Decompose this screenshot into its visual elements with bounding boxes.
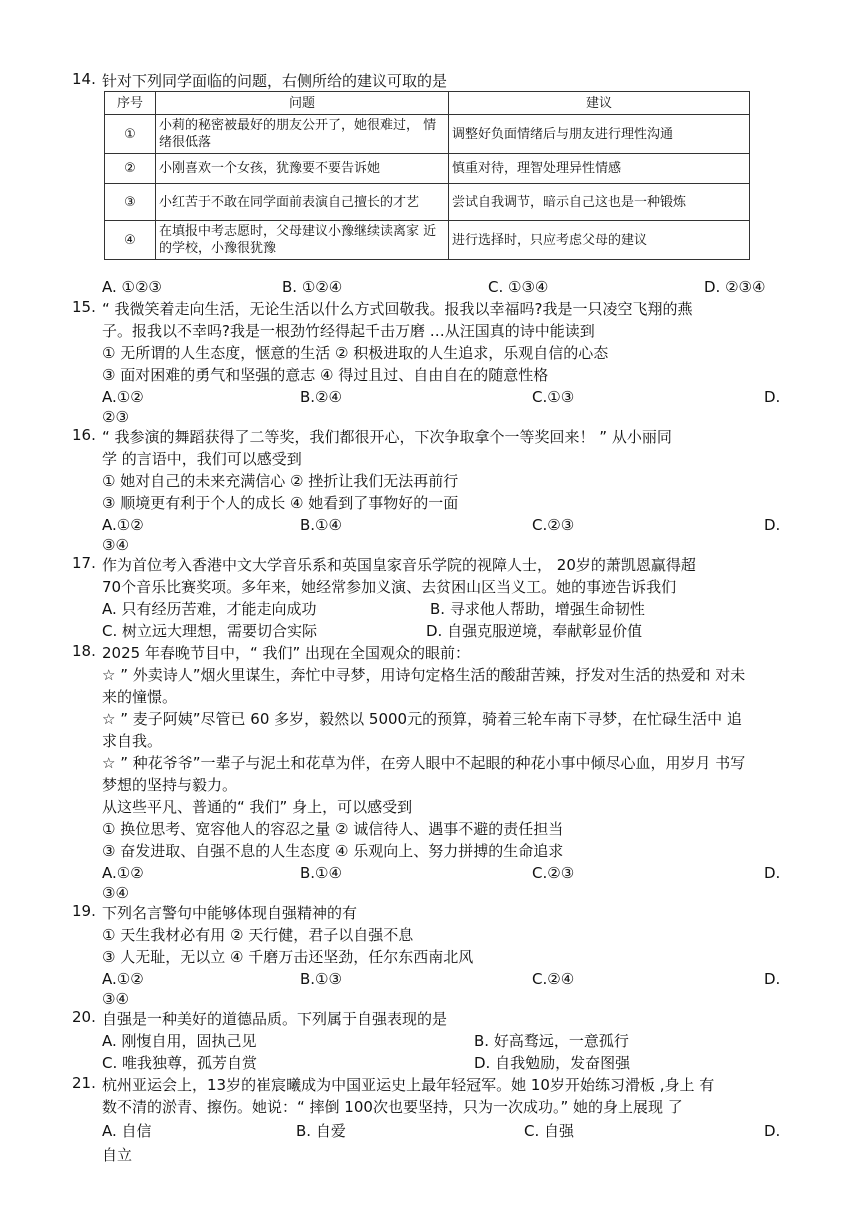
table-cell: 小红苦于不敢在同学面前表演自己擅长的才艺 [156,184,449,221]
question-line: ③ 面对困难的勇气和坚强的意志 ④ 得过且过、自由自在的随意性格 [102,366,549,384]
question-number: 21. [72,1074,96,1092]
table-header: 问题 [156,92,449,115]
option-d[interactable]: D. 自我勉励，发奋图强 [474,1054,631,1072]
table-cell: 慎重对待，理智处理异性情感 [449,154,750,184]
question-number: 18. [72,642,96,660]
option-b[interactable]: B.②④ [300,388,342,406]
table-cell: 小刚喜欢一个女孩，犹豫要不要告诉她 [156,154,449,184]
option-d-text: ③④ [102,884,129,902]
question-stem: 针对下列同学面临的问题，右侧所给的建议可取的是 [102,72,448,90]
option-a[interactable]: A. 自信 [102,1122,152,1140]
question-line: 数不清的淤青、擦伤。她说：“ 摔倒 100次也要坚持，只为一次成功。” 她的身上展现 了 [102,1098,683,1116]
question-number: 19. [72,902,96,920]
option-b[interactable]: B. ①②④ [282,278,343,296]
question-line: 2025 年春晚节目中，“ 我们” 出现在全国观众的眼前： [102,644,471,662]
question-line: ① 换位思考、宽容他人的容忍之量 ② 诚信待人、遇事不避的责任担当 [102,820,564,838]
option-d[interactable]: D. [764,970,781,988]
question-line: ☆ ” 麦子阿姨”尽管已 60 多岁，毅然以 5000元的预算，骑着三轮车南下寻梦，在忙碌生活中 追 [102,710,742,728]
option-a[interactable]: A.①② [102,864,144,882]
option-d-text: ③④ [102,990,129,1008]
table-row [105,154,750,184]
table-cell: ④ [105,221,156,260]
option-d-text: 自立 [102,1146,133,1164]
question-line: 子。报我以不幸吗?我是一根劲竹经得起千击万磨 …从汪国真的诗中能读到 [102,322,595,340]
question-line: 学 的言语中，我们可以感受到 [102,450,302,468]
question-line: 来的憧憬。 [102,688,178,706]
question-line: ☆ ” 种花爷爷”一辈子与泥土和花草为伴，在旁人眼中不起眼的种花小事中倾尽心血，用岁月 书写 [102,754,746,772]
question-line: “ 我参演的舞蹈获得了二等奖，我们都很开心，下次争取拿个一等奖回来！ ” 从小丽同 [102,428,672,446]
option-d[interactable]: D. [764,516,781,534]
question-line: 70个音乐比赛奖项。多年来，她经常参加义演、去贫困山区当义工。她的事迹告诉我们 [102,578,677,596]
question-line: “ 我微笑着走向生活，无论生活以什么方式回敬我。报我以幸福吗?我是一只凌空飞翔的燕 [102,300,693,318]
question-line: ① 无所谓的人生态度，惬意的生活 ② 积极进取的人生追求，乐观自信的心态 [102,344,609,362]
option-b[interactable]: B. 好高骛远，一意孤行 [474,1032,629,1050]
question-number: 20. [72,1008,96,1026]
table-cell: 调整好负面情绪后与朋友进行理性沟通 [449,115,750,154]
option-c[interactable]: C. ①③④ [488,278,549,296]
option-a[interactable]: A. ①②③ [102,278,162,296]
question-line: 梦想的坚持与毅力。 [102,776,238,794]
question-line: 从这些平凡、普通的“ 我们” 身上，可以感受到 [102,798,413,816]
table-cell: ③ [105,184,156,221]
option-c[interactable]: C. 树立远大理想，需要切合实际 [102,622,318,640]
question-line: ① 天生我材必有用 ② 天行健，君子以自强不息 [102,926,414,944]
question-number: 16. [72,426,96,444]
table-cell: 小莉的秘密被最好的朋友公开了，她很难过， 情绪很低落 [156,115,449,154]
table-cell: ① [105,115,156,154]
table-cell: 尝试自我调节，暗示自己这也是一种锻炼 [449,184,750,221]
question-line: 下列名言警句中能够体现自强精神的有 [102,904,358,922]
table-cell: 在填报中考志愿时，父母建议小豫继续读离家 近的学校，小豫很犹豫 [156,221,449,260]
option-b[interactable]: B. 自爱 [296,1122,346,1140]
option-d[interactable]: D. [764,388,781,406]
advice-table [104,91,750,260]
option-d[interactable]: D. [764,1122,781,1140]
question-line: ① 她对自己的未来充满信心 ② 挫折让我们无法再前行 [102,472,459,490]
option-d-text: ②③ [102,408,129,426]
table-cell: ② [105,154,156,184]
question-line: 自强是一种美好的道德品质。下列属于自强表现的是 [102,1010,448,1028]
question-line: ③ 奋发进取、自强不息的人生态度 ④ 乐观向上、努力拼搏的生命追求 [102,842,564,860]
question-number: 17. [72,554,96,572]
option-c[interactable]: C. 唯我独尊，孤芳自赏 [102,1054,258,1072]
question-line: ③ 人无耻，无以立 ④ 千磨万击还坚劲，任尔东西南北风 [102,948,474,966]
table-row [105,221,750,260]
table-row [105,115,750,154]
option-a[interactable]: A. 只有经历苦难，才能走向成功 [102,600,317,618]
option-a[interactable]: A.①② [102,388,144,406]
option-b[interactable]: B.①④ [300,516,342,534]
question-number: 14. [72,70,96,88]
option-c[interactable]: C.②④ [532,970,575,988]
option-b[interactable]: B.①③ [300,970,342,988]
option-b[interactable]: B.①④ [300,864,342,882]
option-c[interactable]: C. 自强 [524,1122,575,1140]
option-b[interactable]: B. 寻求他人帮助，增强生命韧性 [430,600,645,618]
option-d[interactable]: D. [764,864,781,882]
question-number: 15. [72,298,96,316]
table-row [105,184,750,221]
option-a[interactable]: A.①② [102,516,144,534]
option-d-text: ③④ [102,536,129,554]
option-d[interactable]: D. ②③④ [704,278,766,296]
question-line: 杭州亚运会上，13岁的崔宸曦成为中国亚运史上最年轻冠军。她 10岁开始练习滑板 ,身上 有 [102,1076,715,1094]
table-header: 建议 [449,92,750,115]
question-line: ③ 顺境更有利于个人的成长 ④ 她看到了事物好的一面 [102,494,459,512]
option-d[interactable]: D. 自强克服逆境，奉献彰显价值 [426,622,643,640]
table-header: 序号 [105,92,156,115]
option-c[interactable]: C.①③ [532,388,575,406]
option-c[interactable]: C.②③ [532,864,575,882]
option-a[interactable]: A. 刚愎自用，固执己见 [102,1032,257,1050]
question-line: 求自我。 [102,732,163,750]
question-line: ☆ ” 外卖诗人”烟火里谋生，奔忙中寻梦，用诗句定格生活的酸甜苦辣，抒发对生活的热爱和 对未 [102,666,746,684]
option-a[interactable]: A.①② [102,970,144,988]
option-c[interactable]: C.②③ [532,516,575,534]
table-header-row [105,92,750,115]
table-cell: 进行选择时，只应考虑父母的建议 [449,221,750,260]
question-line: 作为首位考入香港中文大学音乐系和英国皇家音乐学院的视障人士， 20岁的萧凯恩赢得超 [102,556,696,574]
